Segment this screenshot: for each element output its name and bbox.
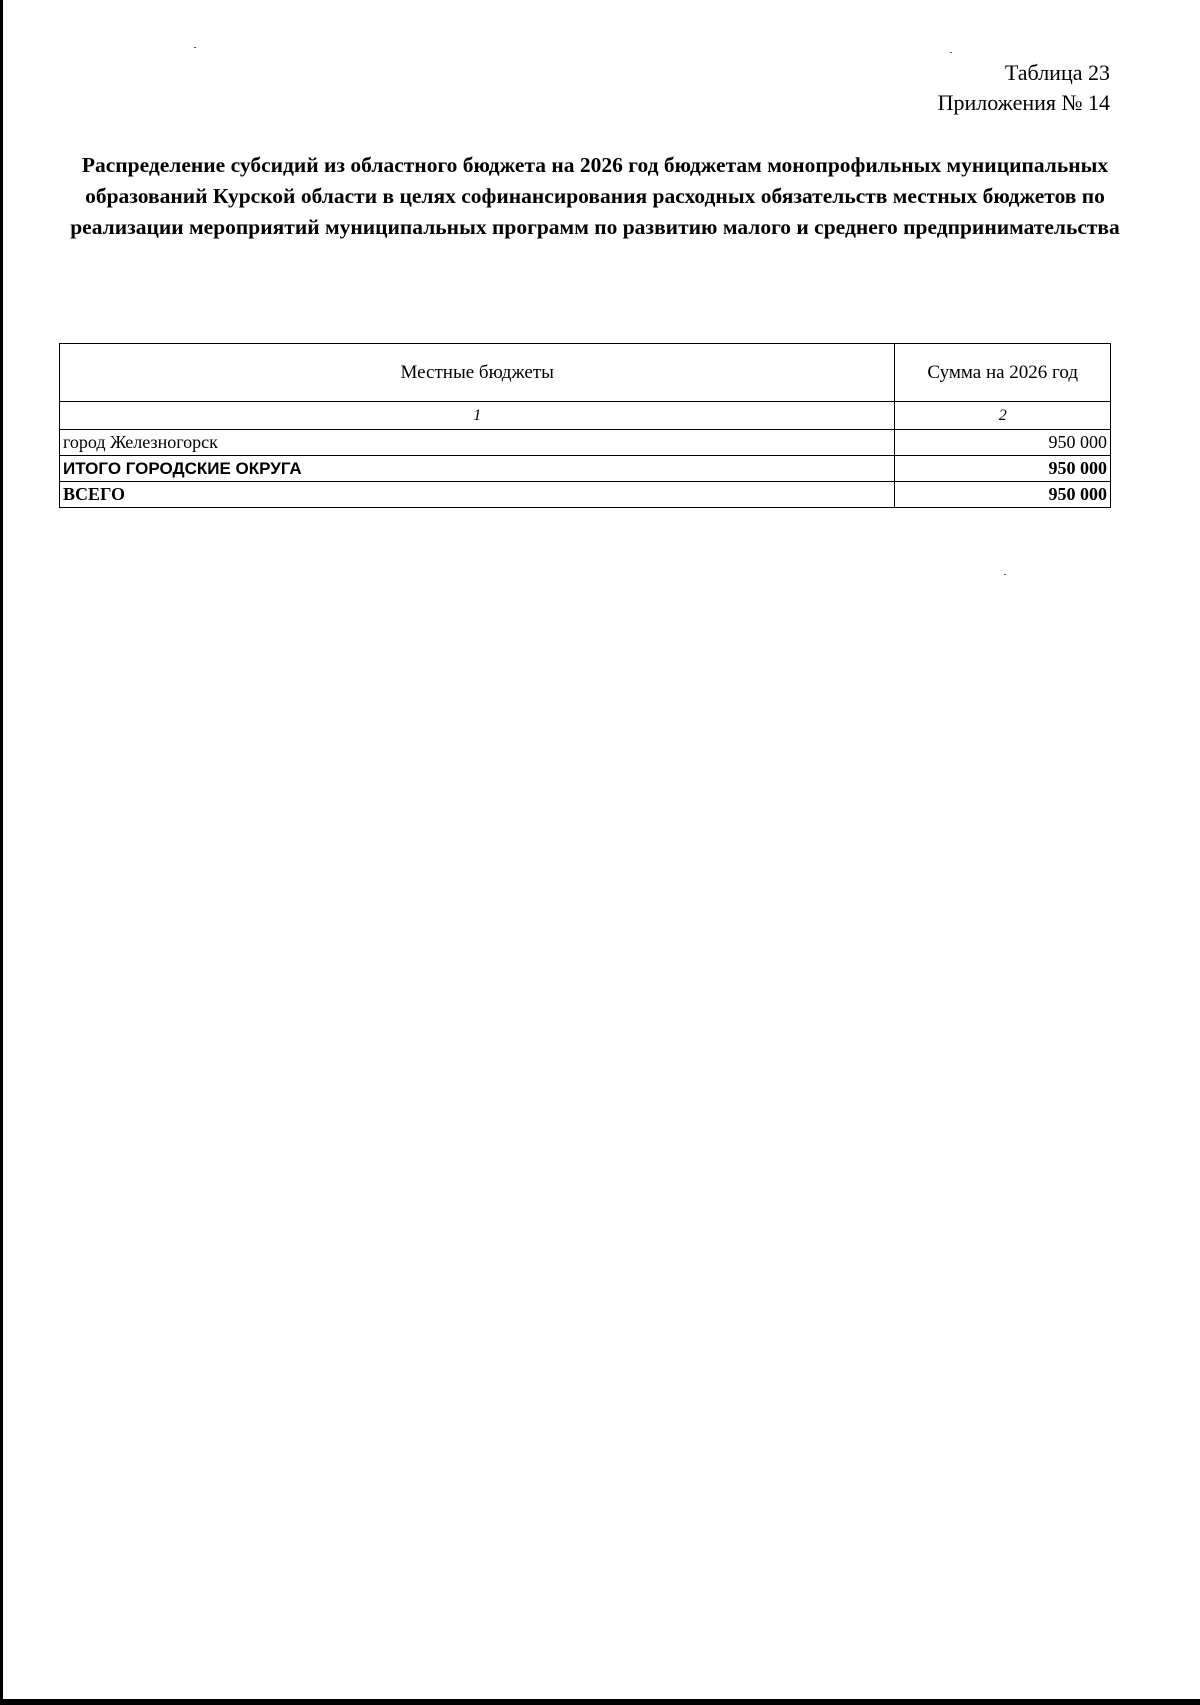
row-label: город Железногорск — [60, 430, 895, 456]
table-header-row — [60, 344, 1111, 402]
budget-table-container — [59, 343, 1111, 508]
appendix-label: Приложения № 14 — [937, 90, 1110, 115]
grand-total-row — [60, 482, 1111, 508]
budget-table — [59, 343, 1111, 508]
grand-total-label: ВСЕГО — [60, 482, 895, 508]
row-amount: 950 000 — [895, 430, 1111, 456]
column-header-amount-2026: Сумма на 2026 год — [895, 344, 1111, 402]
column-number-2: 2 — [895, 402, 1111, 430]
grand-total-amount: 950 000 — [895, 482, 1111, 508]
table-number-label: Таблица 23 — [1004, 60, 1110, 85]
column-number-row — [60, 402, 1111, 430]
document-header — [938, 58, 1110, 118]
subtotal-amount: 950 000 — [895, 456, 1111, 482]
table-row — [60, 430, 1111, 456]
column-header-local-budgets: Местные бюджеты — [60, 344, 895, 402]
document-title: Распределение субсидий из областного бюджета на 2026 год бюджетам монопрофильных муниципальных образований Курской области в целях софинансирования расходных обязательств местных бюджетов по реализации мероприятий муниципальных программ по развитию малого и среднего предпринимательства — [70, 153, 1120, 239]
subtotal-row — [60, 456, 1111, 482]
column-number-1: 1 — [60, 402, 895, 430]
scan-speck — [1004, 574, 1006, 575]
subtotal-label: ИТОГО ГОРОДСКИЕ ОКРУГА — [60, 456, 895, 482]
scan-edge-left — [0, 0, 3, 1705]
scan-edge-bottom — [0, 1699, 1200, 1705]
scan-speck — [194, 47, 196, 48]
scan-speck — [950, 52, 952, 53]
